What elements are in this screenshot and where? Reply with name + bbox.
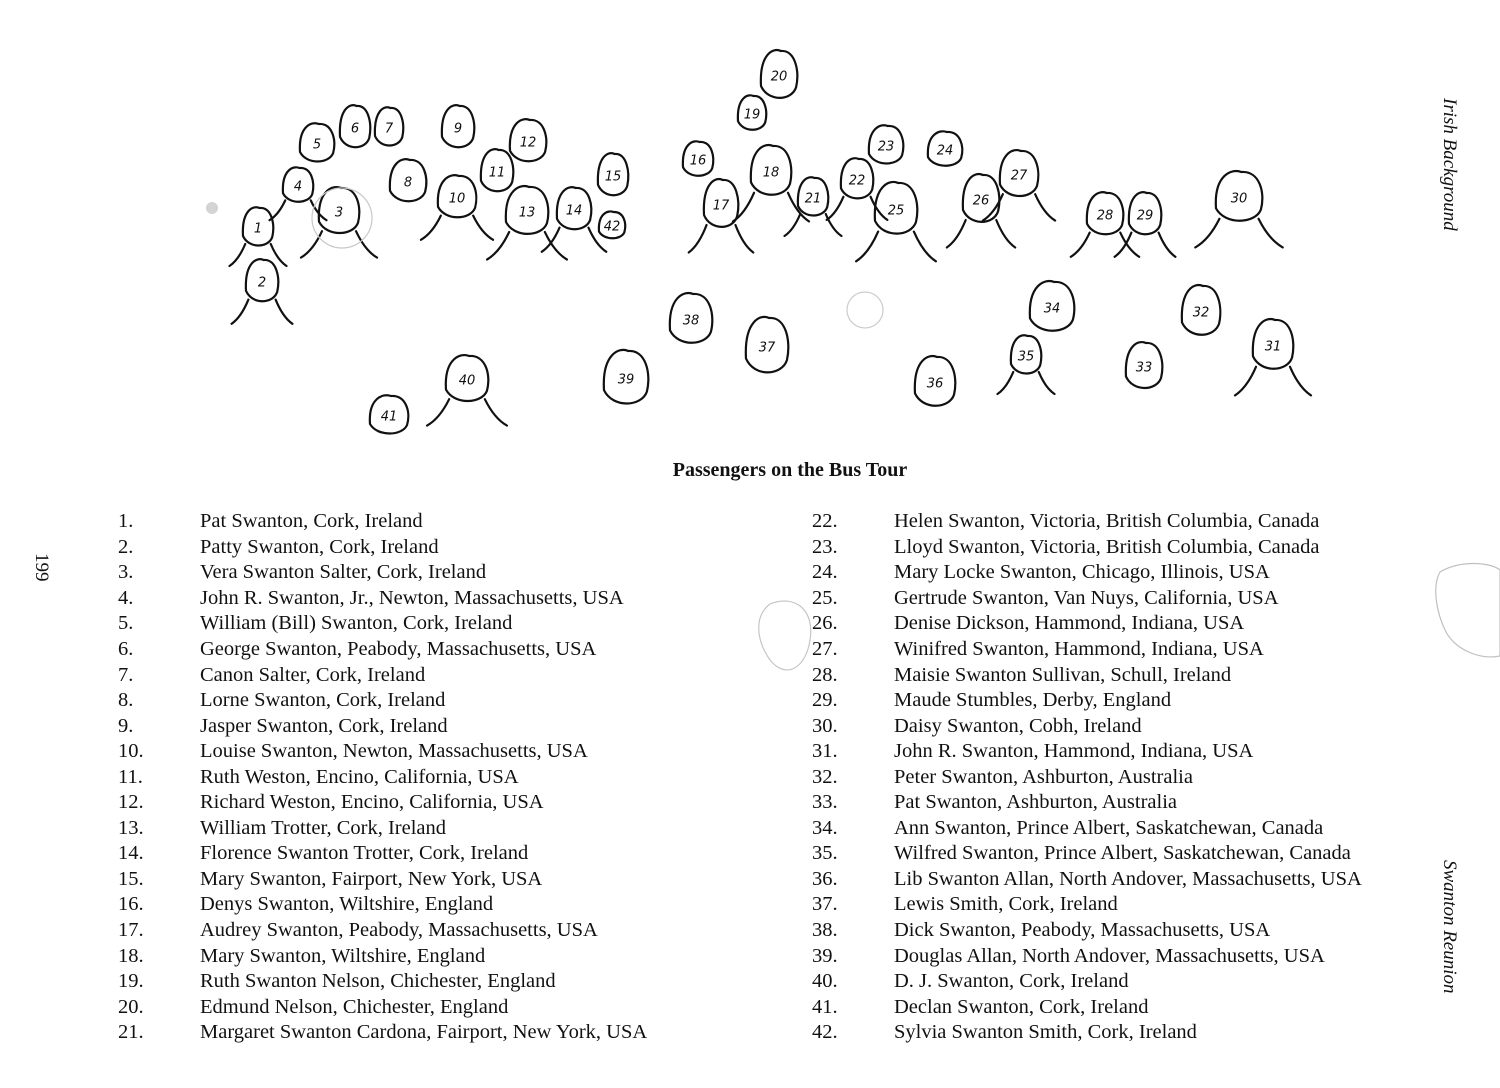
list-item [118, 560, 758, 586]
list-item [812, 535, 1432, 561]
passenger-name: Lib Swanton Allan, North Andover, Massachusetts, USA [894, 867, 1362, 890]
head-number: 3 [334, 205, 344, 221]
passenger-number: 5. [118, 612, 134, 635]
list-item [812, 969, 1432, 995]
passenger-number: 24. [812, 561, 838, 584]
head-number: 5 [312, 137, 322, 153]
passenger-name: Audrey Swanton, Peabody, Massachusetts, USA [200, 919, 598, 942]
passenger-number: 39. [812, 944, 838, 967]
passenger-name: Declan Swanton, Cork, Ireland [894, 995, 1149, 1018]
sketch-head [390, 159, 426, 201]
list-item [118, 816, 758, 842]
sketch-head [487, 186, 567, 259]
head-number: 39 [617, 372, 635, 388]
passenger-number: 27. [812, 638, 838, 660]
head-number: 40 [458, 373, 476, 389]
sketch-head [340, 105, 370, 147]
sketch-head [510, 119, 546, 161]
sketch-head [370, 395, 408, 433]
passenger-name: Pat Swanton, Cork, Ireland [200, 510, 423, 533]
head-number: 22 [848, 173, 866, 189]
sketch-head [270, 167, 327, 220]
sketch-head [1126, 342, 1162, 388]
list-item [812, 790, 1432, 816]
passenger-number: 9. [118, 714, 134, 737]
list-item [812, 586, 1432, 612]
head-number: 25 [887, 203, 905, 219]
passenger-name: D. J. Swanton, Cork, Ireland [894, 970, 1129, 993]
passenger-number: 29. [812, 689, 838, 712]
sketch-head [761, 50, 797, 98]
passenger-number: 28. [812, 663, 838, 686]
passenger-name: John R. Swanton, Jr., Newton, Massachusetts, USA [200, 586, 624, 609]
passenger-name: Lewis Smith, Cork, Ireland [894, 893, 1118, 916]
list-item [118, 790, 758, 816]
list-item [118, 509, 758, 535]
head-number: 35 [1017, 349, 1035, 365]
head-number: 6 [350, 121, 360, 137]
head-number: 30 [1230, 191, 1248, 207]
head-number: 13 [518, 205, 536, 221]
sketch-head [915, 356, 955, 406]
sketch-head [869, 125, 903, 163]
passenger-name: Maude Stumbles, Derby, England [894, 689, 1172, 712]
head-outline [983, 150, 1055, 221]
head-number: 1 [253, 221, 263, 237]
head-number: 12 [519, 135, 537, 151]
list-item [812, 560, 1432, 586]
passenger-name: Lloyd Swanton, Victoria, British Columbia, Canada [894, 535, 1320, 558]
head-outline [733, 145, 809, 221]
head-number: 24 [936, 143, 954, 159]
sketch-head [542, 187, 607, 252]
head-number: 27 [1010, 168, 1028, 184]
passenger-number: 41. [812, 995, 838, 1018]
head-number: 28 [1096, 208, 1114, 224]
head-number: 17 [712, 198, 730, 214]
head-number: 18 [762, 165, 780, 181]
list-item [118, 994, 758, 1020]
head-number: 41 [380, 409, 398, 425]
passenger-number: 38. [812, 919, 838, 942]
sketch-head [746, 317, 789, 372]
passenger-name: Daisy Swanton, Cobh, Ireland [894, 714, 1142, 737]
passenger-name: Wilfred Swanton, Prince Albert, Saskatchewan, Canada [894, 842, 1351, 865]
sketch-head [599, 211, 625, 238]
passenger-name: William Trotter, Cork, Ireland [200, 816, 447, 839]
sketch-head [738, 95, 766, 129]
list-item [812, 918, 1432, 944]
sketch-head [300, 123, 334, 161]
passenger-number: 17. [118, 919, 144, 942]
list-item [812, 1020, 1432, 1046]
passenger-name: Mary Swanton, Wiltshire, England [200, 944, 486, 967]
passenger-number: 18. [118, 944, 144, 967]
passenger-number: 2. [118, 535, 134, 558]
head-outline [1115, 192, 1176, 257]
passenger-number: 37. [812, 893, 838, 916]
head-outline [487, 186, 567, 259]
passenger-number: 32. [812, 765, 838, 788]
head-number: 10 [448, 191, 466, 207]
head-outline [301, 187, 377, 258]
list-item [118, 841, 758, 867]
passenger-name: Edmund Nelson, Chichester, England [200, 995, 509, 1018]
list-item [118, 586, 758, 612]
head-number: 23 [877, 139, 895, 155]
sketch-head [928, 131, 962, 165]
passenger-name: Winifred Swanton, Hammond, Indiana, USA [894, 638, 1264, 660]
head-number: 42 [603, 219, 621, 235]
passenger-number: 31. [812, 740, 838, 763]
head-outline [542, 187, 607, 252]
page-number: 199 [31, 553, 52, 582]
head-number: 26 [972, 193, 990, 209]
sketch-head [733, 145, 809, 221]
passenger-number: 30. [812, 714, 838, 737]
list-item [812, 841, 1432, 867]
sketch-head [1195, 171, 1282, 247]
passenger-name: Jasper Swanton, Cork, Ireland [200, 714, 448, 737]
head-number: 31 [1264, 339, 1282, 355]
passenger-name: Denise Dickson, Hammond, Indiana, USA [894, 612, 1245, 635]
passenger-name: Douglas Allan, North Andover, Massachusetts, USA [894, 944, 1325, 967]
passenger-number: 10. [118, 740, 144, 763]
list-item [812, 688, 1432, 714]
passenger-number: 25. [812, 586, 838, 609]
list-item [118, 739, 758, 765]
passenger-name: Maisie Swanton Sullivan, Schull, Ireland [894, 663, 1232, 686]
passenger-name: Ruth Swanton Nelson, Chichester, England [200, 970, 556, 993]
passenger-name: Peter Swanton, Ashburton, Australia [894, 765, 1193, 788]
sketch-caption: Passengers on the Bus Tour [672, 459, 908, 481]
passenger-name: Patty Swanton, Cork, Ireland [200, 535, 439, 558]
passenger-number: 6. [118, 638, 134, 660]
passenger-name: Gertrude Swanton, Van Nuys, California, USA [894, 586, 1279, 609]
passenger-number: 21. [118, 1021, 144, 1044]
sketch-head [689, 179, 754, 252]
head-number: 37 [758, 340, 776, 356]
passenger-name: John R. Swanton, Hammond, Indiana, USA [894, 740, 1254, 763]
list-item [812, 943, 1432, 969]
head-outline [689, 179, 754, 252]
passenger-number: 20. [118, 995, 144, 1018]
list-item [812, 867, 1432, 893]
sketch-head [427, 355, 507, 426]
passenger-name: Mary Swanton, Fairport, New York, USA [200, 867, 543, 890]
list-item [118, 892, 758, 918]
passenger-number: 19. [118, 970, 144, 993]
passenger-name: Richard Weston, Encino, California, USA [200, 791, 544, 814]
passenger-name: Louise Swanton, Newton, Massachusetts, USA [200, 740, 588, 763]
sketch-head [232, 259, 293, 324]
head-outline [947, 174, 1015, 247]
passenger-name: William (Bill) Swanton, Cork, Ireland [200, 612, 513, 635]
passenger-number: 33. [812, 791, 838, 814]
passenger-name: Margaret Swanton Cardona, Fairport, New York, USA [200, 1021, 648, 1044]
sketch-head [481, 149, 513, 191]
head-number: 8 [403, 175, 413, 191]
head-number: 32 [1192, 305, 1210, 321]
sketch-head [1030, 281, 1075, 331]
passenger-number: 14. [118, 842, 144, 865]
passenger-name: Sylvia Swanton Smith, Cork, Ireland [894, 1021, 1197, 1044]
head-number: 21 [804, 191, 822, 207]
passenger-number: 23. [812, 535, 838, 558]
head-number: 7 [384, 121, 394, 137]
list-item [118, 535, 758, 561]
sketch-head [375, 107, 403, 145]
list-item [118, 969, 758, 995]
passenger-name: Dick Swanton, Peabody, Massachusetts, USA [894, 919, 1271, 942]
sketch-head [442, 105, 474, 147]
passenger-number: 4. [118, 586, 134, 609]
passenger-name: Helen Swanton, Victoria, British Columbia, Canada [894, 510, 1320, 533]
sketch-head [983, 150, 1055, 221]
passenger-name: Canon Salter, Cork, Ireland [200, 663, 426, 686]
head-number: 38 [682, 313, 700, 329]
list-item [812, 713, 1432, 739]
list-item [118, 943, 758, 969]
list-item [812, 662, 1432, 688]
list-item [812, 816, 1432, 842]
sidebar-label-irish-background: Irish Background [1439, 98, 1460, 231]
list-item [812, 892, 1432, 918]
sketch-head [1182, 285, 1220, 335]
head-outline [230, 207, 287, 266]
list-item [118, 637, 758, 663]
passenger-number: 11. [118, 765, 143, 788]
passenger-number: 26. [812, 612, 838, 635]
head-number: 33 [1135, 360, 1153, 376]
list-item [812, 637, 1432, 663]
head-number: 19 [743, 107, 761, 123]
head-outline [827, 158, 888, 220]
sketch-head [670, 293, 713, 343]
list-item [812, 994, 1432, 1020]
passenger-number: 3. [118, 561, 134, 584]
passenger-number: 13. [118, 816, 144, 839]
passenger-name: Ruth Weston, Encino, California, USA [200, 765, 519, 788]
passenger-name: Vera Swanton Salter, Cork, Ireland [200, 561, 487, 584]
passenger-name: Florence Swanton Trotter, Cork, Ireland [200, 842, 529, 865]
passenger-number: 35. [812, 842, 838, 865]
passenger-number: 36. [812, 867, 838, 890]
head-number: 11 [488, 165, 506, 181]
head-number: 4 [293, 179, 303, 195]
passenger-name: Ann Swanton, Prince Albert, Saskatchewan, Canada [894, 816, 1324, 839]
list-item [812, 611, 1432, 637]
head-outline [427, 355, 507, 426]
passenger-number: 34. [812, 816, 838, 839]
list-item [118, 867, 758, 893]
list-item [118, 1020, 758, 1046]
head-number: 36 [926, 376, 944, 392]
passenger-list-left [118, 509, 758, 1045]
list-item [118, 688, 758, 714]
sketch-head [598, 153, 628, 195]
sketch-head [683, 141, 713, 175]
list-item [118, 611, 758, 637]
passenger-number: 16. [118, 893, 144, 916]
head-number: 9 [453, 121, 463, 137]
passenger-list-right [812, 509, 1432, 1045]
sketch-head [604, 350, 649, 404]
passenger-name: George Swanton, Peabody, Massachusetts, USA [200, 638, 597, 660]
head-outline [998, 335, 1055, 394]
head-outline [232, 259, 293, 324]
passenger-number: 8. [118, 689, 134, 712]
head-number: 20 [770, 69, 788, 85]
sketch-head [230, 207, 287, 266]
head-outline [1235, 319, 1311, 395]
passenger-number: 42. [812, 1021, 838, 1044]
sketch-head [785, 177, 842, 236]
passenger-number: 7. [118, 663, 134, 686]
passenger-outline-sketch [0, 0, 1500, 450]
sketch-head [301, 187, 377, 258]
passenger-number: 22. [812, 510, 838, 533]
passenger-number: 1. [118, 510, 134, 533]
sketch-head [827, 158, 888, 220]
sketch-head [998, 335, 1055, 394]
list-item [118, 662, 758, 688]
head-number: 16 [689, 153, 707, 169]
passenger-name: Mary Locke Swanton, Chicago, Illinois, USA [894, 561, 1270, 584]
passenger-name: Lorne Swanton, Cork, Ireland [200, 689, 446, 712]
sidebar-label-swanton-reunion: Swanton Reunion [1439, 860, 1460, 994]
head-outline [1195, 171, 1282, 247]
list-item [118, 764, 758, 790]
head-number: 2 [257, 275, 267, 291]
passenger-name: Denys Swanton, Wiltshire, England [200, 893, 494, 916]
head-outline [785, 177, 842, 236]
list-item [812, 509, 1432, 535]
list-item [812, 739, 1432, 765]
sketch-head [1235, 319, 1311, 395]
head-number: 29 [1136, 208, 1154, 224]
passenger-number: 40. [812, 970, 838, 993]
passenger-number: 12. [118, 791, 144, 814]
head-number: 14 [565, 203, 583, 219]
sketch-head [1115, 192, 1176, 257]
sketch-head [947, 174, 1015, 247]
head-number: 15 [604, 169, 622, 185]
head-number: 34 [1043, 301, 1061, 317]
list-item [812, 764, 1432, 790]
passenger-number: 15. [118, 867, 144, 890]
list-item [118, 713, 758, 739]
passenger-name: Pat Swanton, Ashburton, Australia [894, 791, 1178, 814]
list-item [118, 918, 758, 944]
